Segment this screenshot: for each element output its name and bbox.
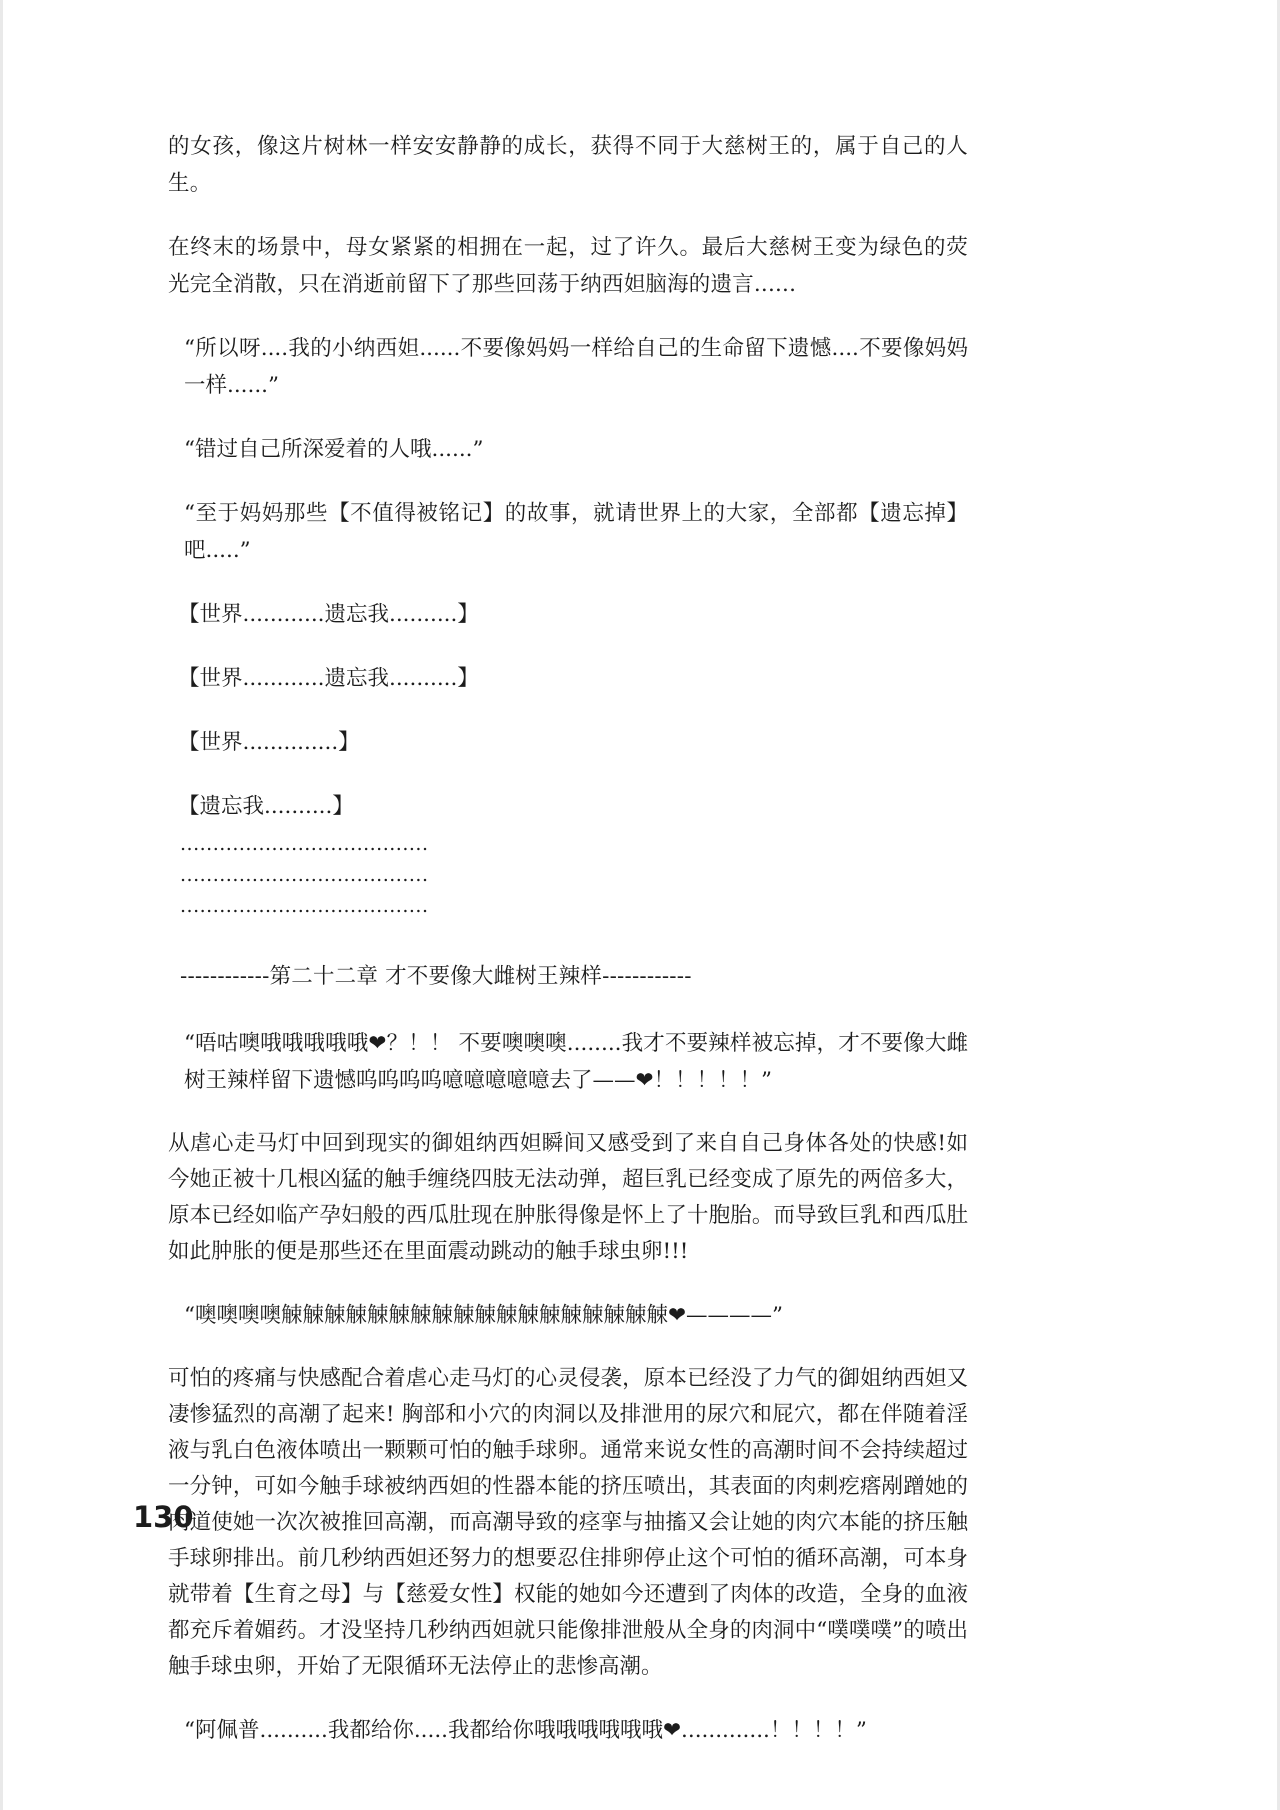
ellipsis-line-3: ...................................... <box>180 895 429 917</box>
bracket-line-4: 【遗忘我..........】 <box>178 794 354 819</box>
paragraph-4: 可怕的疼痛与快感配合着虐心走马灯的心灵侵袭，原本已经没了力气的御姐纳西妲又凄惨猛烈的高潮了起来! 胸部和小穴的肉洞以及排泄用的尿穴和屁穴，都在伴随着淫液与乳白色液体喷出一颗颗可怕的触手球卵。通常来说女性的高潮时间不会持续超过一分钟，可如今触手球被纳西妲的性器本能的挤压喷出，其表面的肉刺疙瘩剐蹭她的肉道使她一次次被推回高潮，而高潮导致的痉挛与抽搐又会让她的肉穴本能的挤压触手球卵排出。前几秒纳西妲还努力的想要忍住排卵停止这个可怕的循环高潮，可本身就带着【生育之母】与【慈爱女性】权能的她如今还遭到了肉体的改造，全身的血液都充斥着媚药。才没坚持几秒纳西妲就只能像排泄般从全身的肉洞中“噗噗噗”的喷出触手球虫卵，开始了无限循环无法停止的悲惨高潮。 <box>168 1366 968 1679</box>
page-content <box>168 128 968 1776</box>
bracket-line-3: 【世界..............】 <box>178 730 360 755</box>
bracket-line-2: 【世界............遗忘我..........】 <box>178 666 479 691</box>
quote-line-2: “错过自己所深爱着的人哦......” <box>184 437 484 462</box>
ellipsis-line-2: ...................................... <box>180 864 429 886</box>
bracket-line-1: 【世界............遗忘我..........】 <box>178 602 479 627</box>
quote-line-4: “唔咕噢哦哦哦哦哦❤？！！ 不要噢噢噢........我才不要辣样被忘掉，才不要像大雌树王辣样留下遗憾呜呜呜呜噫噫噫噫噫去了——❤！！！！！” <box>184 1031 968 1093</box>
ellipsis-line-1: ...................................... <box>180 833 429 855</box>
ellipsis-group <box>168 788 968 920</box>
chapter-heading: ------------第二十二章 才不要像大雌树王辣样------------ <box>180 964 692 989</box>
paragraph-2: 在终末的场景中，母女紧紧的相拥在一起，过了许久。最后大慈树王变为绿色的荧光完全消散，只在消逝前留下了那些回荡于纳西妲脑海的遗言...... <box>168 235 968 297</box>
quote-line-5: “噢噢噢噢觫觫觫觫觫觫觫觫觫觫觫觫觫觫觫觫觫觫❤————” <box>184 1303 783 1328</box>
paragraph-3: 从虐心走马灯中回到现实的御姐纳西妲瞬间又感受到了来自自己身体各处的快感!如今她正被十几根凶猛的触手缠绕四肢无法动弹，超巨乳已经变成了原先的两倍多大，原本已经如临产孕妇般的西瓜肚现在肿胀得像是怀上了十胞胎。而导致巨乳和西瓜肚如此肿胀的便是那些还在里面震动跳动的触手球虫卵!!! <box>168 1131 968 1264</box>
page-number: 130 <box>133 1500 194 1534</box>
quote-line-3: “至于妈妈那些【不值得被铭记】的故事，就请世界上的大家，全部都【遗忘掉】吧.....” <box>184 501 968 563</box>
page-edge-left <box>0 0 3 1810</box>
quote-line-1: “所以呀....我的小纳西妲......不要像妈妈一样给自己的生命留下遗憾....不要像妈妈一样......” <box>184 336 968 398</box>
quote-line-6: “阿佩普..........我都给你.....我都给你哦哦哦哦哦哦❤.............！！！！” <box>184 1718 867 1743</box>
paragraph-1: 的女孩，像这片树林一样安安静静的成长，获得不同于大慈树王的，属于自己的人生。 <box>168 134 968 196</box>
